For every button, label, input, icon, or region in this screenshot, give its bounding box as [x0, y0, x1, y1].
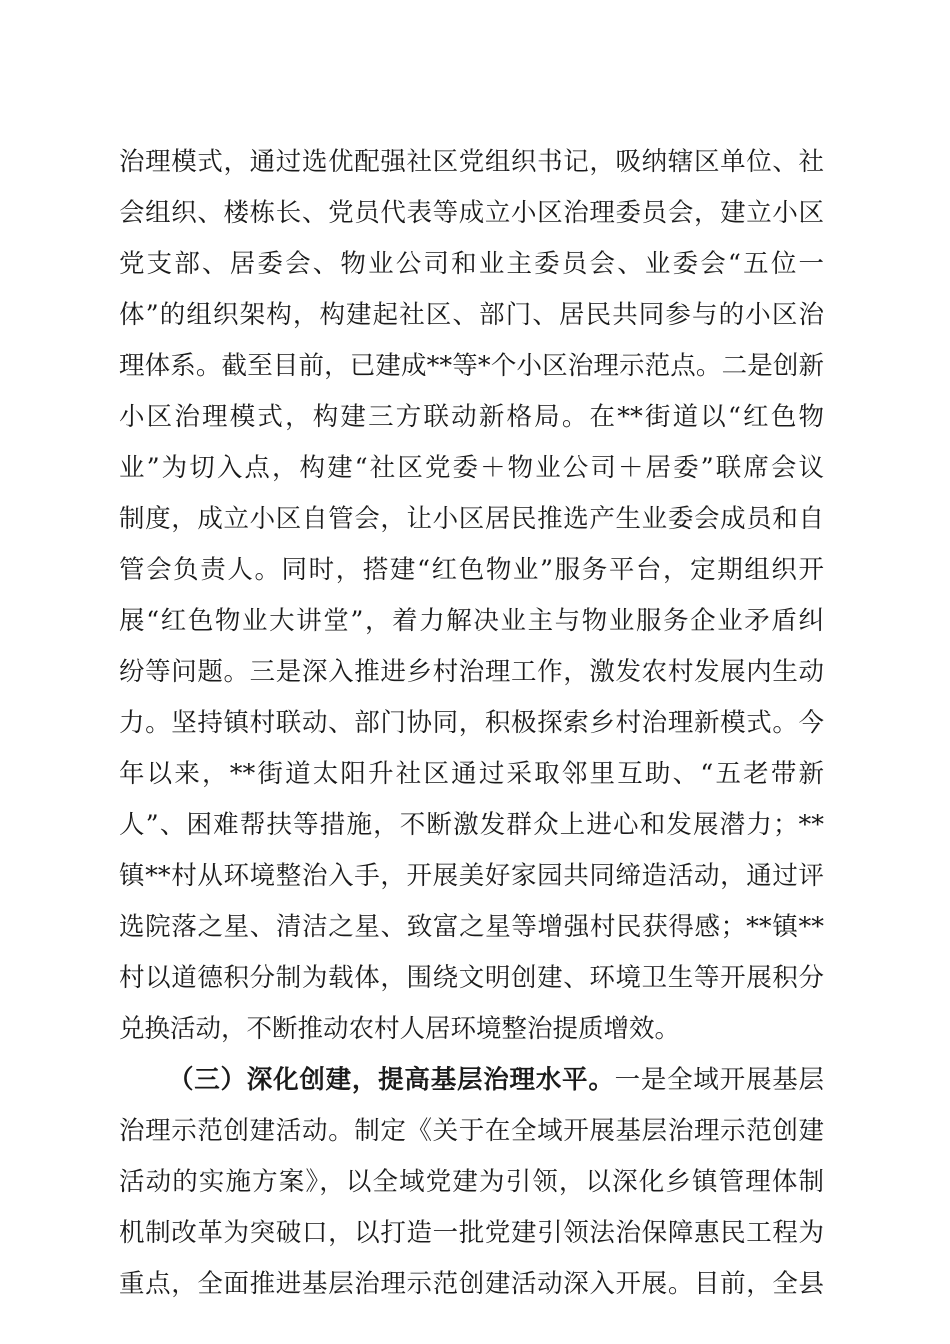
paragraph-1-line-3: 党支部、居委会、物业公司和业主委员会、业委会“五位一 — [119, 249, 824, 279]
paragraph-1-line-8: 制度，成立小区自管会，让小区居民推选产生业委会成员和自 — [119, 504, 824, 534]
paragraph-1-line-17: 村以道德积分制为载体，围绕文明创建、环境卫生等开展积分 — [119, 963, 824, 993]
paragraph-1-line-15: 镇**村从环境整治入手，开展美好家园共同缔造活动，通过评 — [119, 861, 824, 891]
paragraph-1-line-13: 年以来，**街道太阳升社区通过采取邻里互助、“五老带新 — [119, 759, 824, 789]
paragraph-1-line-1: 治理模式，通过选优配强社区党组织书记，吸纳辖区单位、社 — [119, 147, 824, 177]
paragraph-1-line-16: 选院落之星、清洁之星、致富之星等增强村民获得感；**镇** — [119, 912, 824, 942]
paragraph-1-line-14: 人”、困难帮扶等措施，不断激发群众上进心和发展潜力；** — [119, 810, 824, 840]
paragraph-1-line-11: 纷等问题。三是深入推进乡村治理工作，激发农村发展内生动 — [119, 657, 824, 687]
paragraph-2-line-3: 活动的实施方案》，以全域党建为引领，以深化乡镇管理体制 — [119, 1167, 824, 1197]
paragraph-1-line-7: 业”为切入点，构建“社区党委＋物业公司＋居委”联席会议 — [119, 453, 824, 483]
section-heading: （三）深化创建，提高基层治理水平。 — [168, 1065, 615, 1095]
paragraph-1-line-6: 小区治理模式，构建三方联动新格局。在**街道以“红色物 — [119, 402, 824, 432]
paragraph-1-line-10: 展“红色物业大讲堂”，着力解决业主与物业服务企业矛盾纠 — [119, 606, 824, 636]
paragraph-1-line-18: 兑换活动，不断推动农村人居环境整治提质增效。 — [119, 1014, 681, 1044]
paragraph-1-line-4: 体”的组织架构，构建起社区、部门、居民共同参与的小区治 — [119, 300, 824, 330]
paragraph-1-line-12: 力。坚持镇村联动、部门协同，积极探索乡村治理新模式。今 — [119, 708, 824, 738]
paragraph-2-line-5: 重点，全面推进基层治理示范创建活动深入开展。目前，全县 — [119, 1269, 824, 1299]
paragraph-2-line-2: 治理示范创建活动。制定《关于在全域开展基层治理示范创建 — [119, 1116, 824, 1146]
paragraph-1-line-9: 管会负责人。同时，搭建“红色物业”服务平台，定期组织开 — [119, 555, 824, 585]
paragraph-1-line-5: 理体系。截至目前，已建成**等*个小区治理示范点。二是创新 — [119, 351, 824, 381]
paragraph-1-line-2: 会组织、楼栋长、党员代表等成立小区治理委员会，建立小区 — [119, 198, 824, 228]
paragraph-2-line-4: 机制改革为突破口，以打造一批党建引领法治保障惠民工程为 — [119, 1218, 824, 1248]
paragraph-2-line-1-text: 一是全域开展基层 — [614, 1065, 824, 1095]
paragraph-2-line-1 — [168, 1060, 824, 1100]
